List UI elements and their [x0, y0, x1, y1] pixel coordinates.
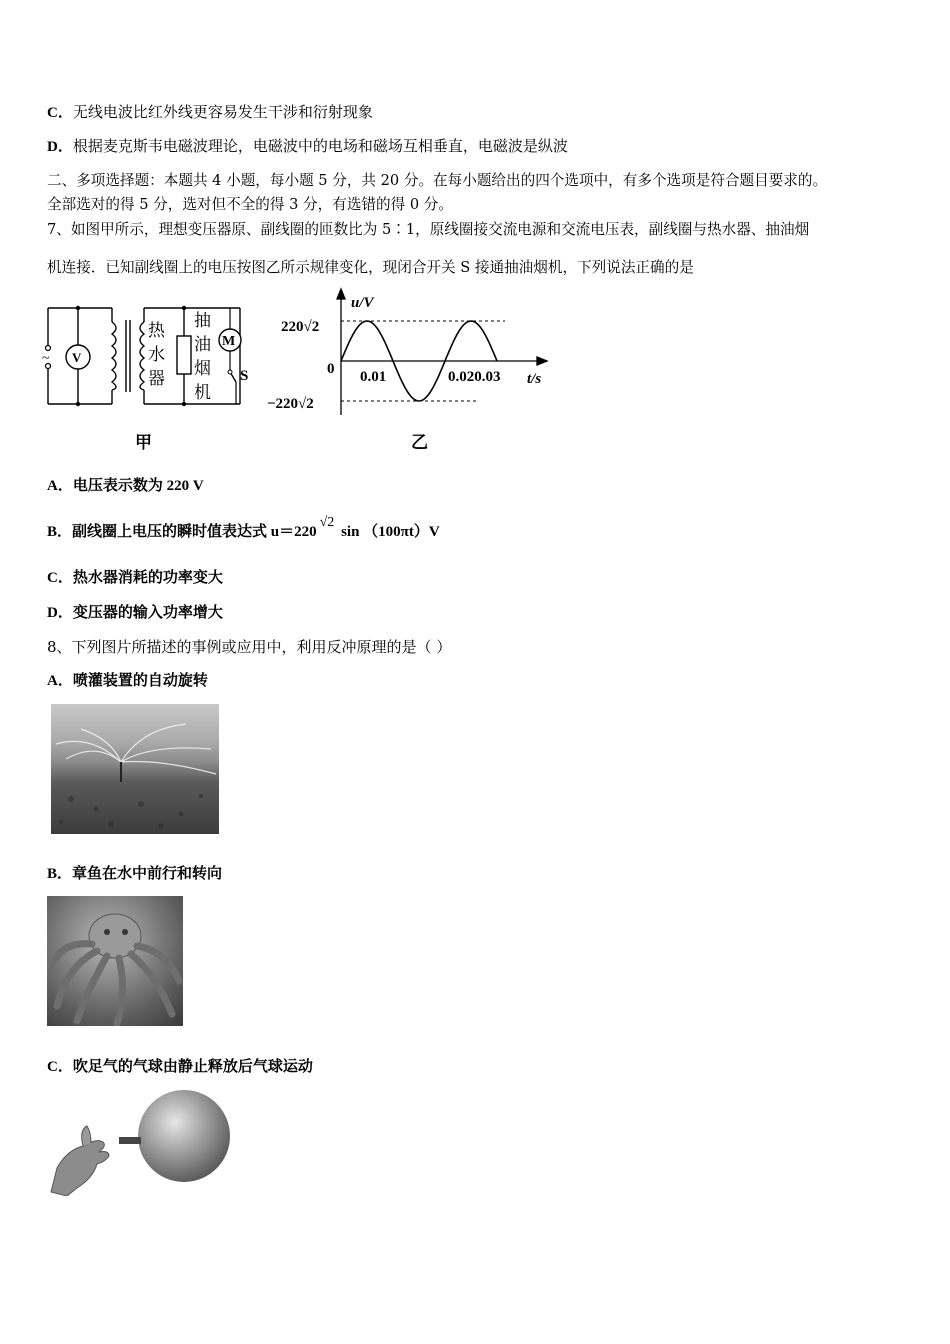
q7-option-a — [47, 476, 204, 496]
q7-option-c — [47, 568, 223, 588]
junction-dot — [76, 402, 80, 406]
secondary-coil — [140, 322, 144, 390]
sprinkler-photo — [51, 704, 219, 834]
option-label: B． — [47, 866, 73, 882]
primary-coil — [112, 322, 116, 390]
switch-contact — [228, 370, 232, 374]
y-min-label: −220√2 — [267, 396, 314, 412]
q7-stem-line1: 7、如图甲所示，理想变压器原、副线圈的匝数比为 5∶1，原线圈接交流电源和交流电压表，副线圈与热水器、抽油烟 — [47, 221, 810, 238]
fan-char-4: 机 — [194, 383, 211, 402]
option-label: C． — [47, 570, 73, 586]
y-axis-label: u/V — [351, 295, 374, 311]
option-text: 根据麦克斯韦电磁波理论，电磁波中的电场和磁场互相垂直，电磁波是纵波 — [72, 137, 568, 155]
sprinkler-spray-icon — [51, 704, 219, 834]
option-label: C． — [47, 105, 73, 121]
option-text-before: 副线圈上电压的瞬时值表达式 u＝220 — [72, 524, 317, 540]
source-terminal-top — [46, 346, 51, 351]
origin-label: 0 — [327, 361, 335, 377]
option-text: 无线电波比红外线更容易发生干涉和衍射现象 — [72, 103, 373, 121]
option-label: A． — [47, 478, 73, 494]
ac-source-symbol: ~ — [42, 351, 50, 366]
octopus-photo — [47, 896, 183, 1026]
option-label: D． — [47, 139, 73, 155]
figure-jia-circuit — [40, 298, 270, 456]
option-text: 热水器消耗的功率变大 — [72, 570, 223, 586]
section2-line2: 全部选对的得 5 分，选对但不全的得 3 分，有选错的得 0 分。 — [47, 196, 453, 213]
q8-option-a — [47, 671, 208, 691]
junction-dot — [76, 306, 80, 310]
voltmeter-label: V — [72, 350, 82, 365]
fan-char-3: 烟 — [194, 359, 211, 378]
q8-option-c — [47, 1057, 313, 1077]
junction-dot — [182, 402, 186, 406]
x-tick-0.01: 0.01 — [360, 369, 387, 385]
motor-label: M — [222, 334, 236, 349]
q6-option-d — [47, 136, 568, 157]
q7-stem-line2: 机连接．已知副线圈上的电压按图乙所示规律变化，现闭合开关 S 接通抽油烟机，下列说法正确的是 — [47, 259, 694, 276]
option-label: B． — [47, 524, 73, 540]
heater-char-3: 器 — [148, 369, 165, 388]
heater-resistor — [177, 336, 191, 374]
q7-option-b — [47, 515, 440, 543]
section2-line1: 二、多项选择题：本题共 4 小题，每小题 5 分，共 20 分。在每小题给出的四个选项中，有多个选项是符合题目要求的。 — [47, 172, 828, 189]
option-text: 吹足气的气球由静止释放后气球运动 — [72, 1059, 313, 1075]
heater-char-2: 水 — [148, 345, 165, 364]
figure-yi-chart — [265, 285, 555, 457]
option-text: 喷灌装置的自动旋转 — [72, 673, 208, 689]
x-axis-label: t/s — [527, 371, 542, 387]
option-label: A． — [47, 673, 73, 689]
option-text: 变压器的输入功率增大 — [72, 605, 223, 621]
q8-option-b — [47, 864, 222, 884]
option-text-after: sin （100πt）V — [337, 524, 440, 540]
y-axis-arrow — [337, 289, 345, 299]
figure-jia-caption: 甲 — [135, 433, 152, 452]
x-axis-arrow — [537, 357, 547, 365]
option-text: 电压表示数为 220 V — [72, 478, 204, 494]
x-tick-0.02-0.03: 0.020.03 — [448, 369, 501, 385]
balloon-photo — [47, 1088, 233, 1196]
q6-option-c — [47, 102, 373, 123]
option-text: 章鱼在水中前行和转向 — [72, 866, 223, 882]
heater-char-1: 热 — [148, 321, 165, 340]
fan-char-1: 抽 — [194, 311, 211, 330]
balloon-icon — [47, 1088, 233, 1196]
q7-option-d — [47, 603, 223, 623]
sqrt-two: √2 — [319, 515, 335, 530]
option-label: C． — [47, 1059, 73, 1075]
switch-label: S — [240, 368, 249, 384]
option-label: D． — [47, 605, 73, 621]
q8-stem: 8、下列图片所描述的事例或应用中，利用反冲原理的是（ ） — [47, 638, 452, 656]
junction-dot — [182, 306, 186, 310]
y-max-label: 220√2 — [281, 319, 320, 335]
octopus-icon — [47, 896, 183, 1026]
fan-char-2: 油 — [194, 335, 211, 354]
figure-yi-caption: 乙 — [411, 433, 428, 452]
